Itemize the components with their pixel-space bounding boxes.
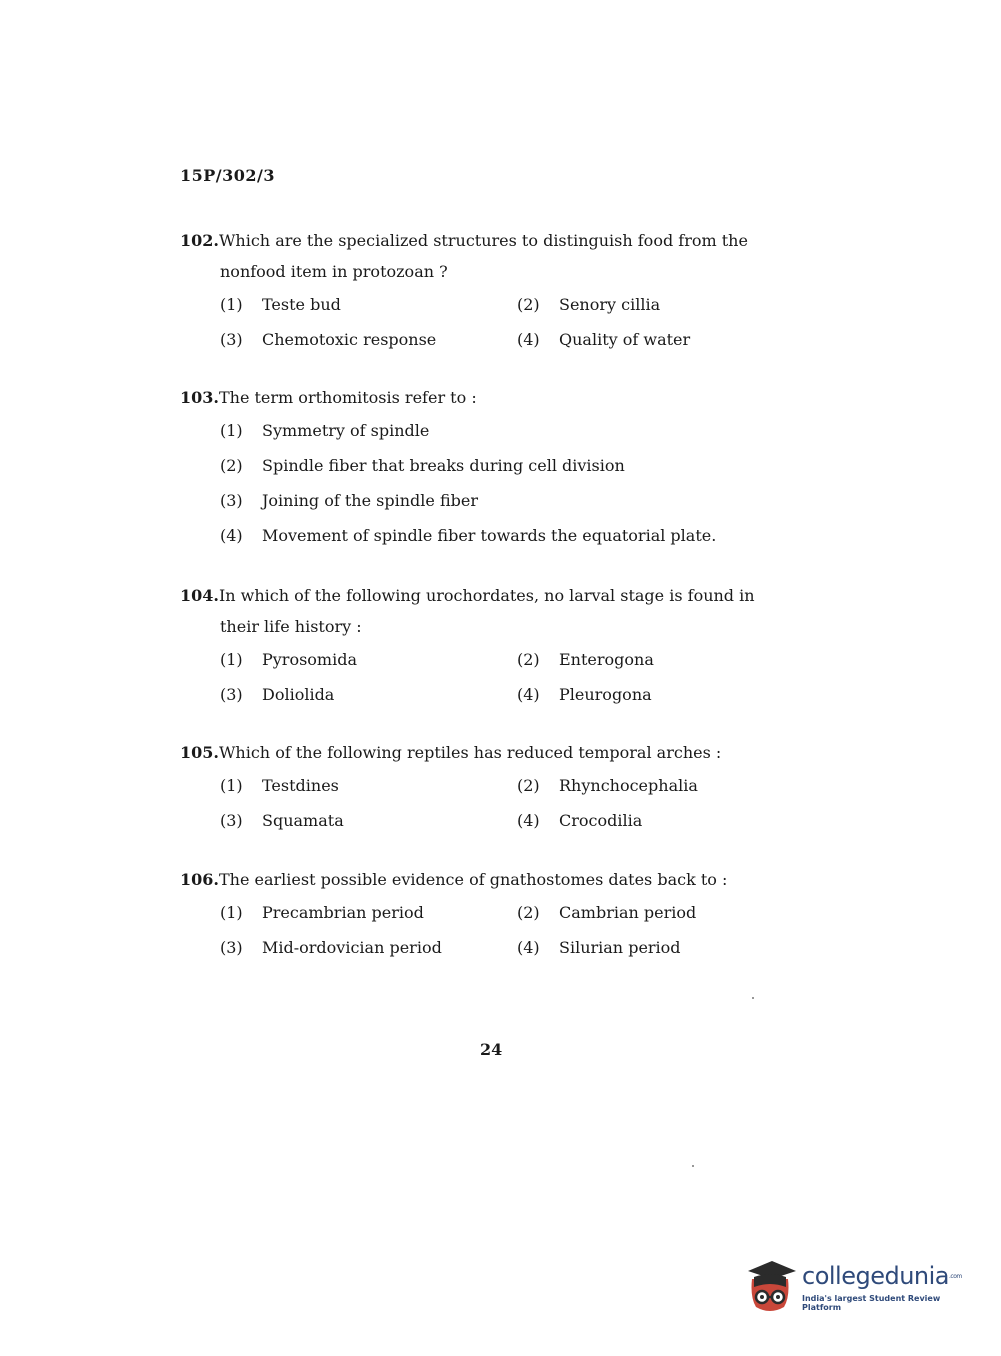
option [220,776,517,795]
question-106 [180,864,820,965]
option-number: (3) [220,491,243,510]
question-stem [180,864,820,895]
options [220,895,820,965]
option-number: (1) [220,295,243,314]
options [220,768,820,838]
option-number: (4) [517,811,540,830]
option-text: Teste bud [262,295,341,314]
option [220,330,517,349]
option [220,650,517,669]
question-text-cont: their life history : [220,617,362,636]
option [220,491,820,510]
question-104 [180,580,820,712]
option-text: Spindle fiber that breaks during cell division [262,456,625,475]
option-number: (1) [220,650,243,669]
option-number: (3) [220,685,243,704]
option [220,811,517,830]
option [220,938,517,957]
brand-name-text: collegedunia [802,1262,950,1290]
option-number: (4) [220,526,243,545]
question-number: 104. [180,586,219,605]
option-text: Senory cillia [559,295,661,314]
option [220,456,820,475]
option-text: Quality of water [559,330,691,349]
option-text: Precambrian period [262,903,424,922]
option-number: (3) [220,938,243,957]
option [517,295,814,314]
question-stem [180,382,820,413]
option-number: (3) [220,811,243,830]
question-stem [180,225,820,256]
option-text: Chemotoxic response [262,330,437,349]
page-number: 24 [480,1040,503,1059]
option-text: Crocodilia [559,811,643,830]
question-102 [180,225,820,357]
question-text: The term orthomitosis refer to : [218,388,477,407]
option [517,330,814,349]
option-number: (2) [517,295,540,314]
scan-speck [692,1165,694,1167]
option-text: Rhynchocephalia [559,776,698,795]
option [220,903,517,922]
option-number: (2) [517,650,540,669]
option-number: (4) [517,938,540,957]
question-stem [180,737,820,768]
option [220,685,517,704]
brand-com: .com [949,1273,962,1280]
question-number: 103. [180,388,219,407]
question-number: 105. [180,743,219,762]
option-text: Pleurogona [559,685,652,704]
options [220,413,820,553]
option-number: (1) [220,903,243,922]
question-text: The earliest possible evidence of gnathostomes dates back to : [218,870,728,889]
question-text: In which of the following urochordates, no larval stage is found in [218,586,755,605]
option [517,811,814,830]
option-number: (2) [517,776,540,795]
option-number: (1) [220,421,243,440]
option [517,685,814,704]
question-text: Which of the following reptiles has reduced temporal arches : [218,743,722,762]
question-text: Which are the specialized structures to distinguish food from the [218,231,748,250]
option-text: Joining of the spindle fiber [262,491,478,510]
options [220,287,820,357]
question-105 [180,737,820,838]
collegedunia-watermark[interactable] [742,1252,972,1322]
question-number: 102. [180,231,219,250]
option-text: Movement of spindle fiber towards the equatorial plate. [262,526,717,545]
option-text: Symmetry of spindle [262,421,430,440]
option-number: (1) [220,776,243,795]
question-text-cont: nonfood item in protozoan ? [220,262,448,281]
option-number: (4) [517,330,540,349]
question-stem [180,580,820,611]
option-number: (3) [220,330,243,349]
paper-code: 15P/302/3 [180,166,276,185]
option-number: (2) [517,903,540,922]
option [220,295,517,314]
option-text: Pyrosomida [262,650,357,669]
option [517,650,814,669]
option-text: Enterogona [559,650,654,669]
graduate-mascot-icon [742,1257,798,1317]
option-number: (2) [220,456,243,475]
option-number: (4) [517,685,540,704]
brand-tagline: India's largest Student Review Platform [802,1294,941,1312]
option [220,526,820,545]
option-text: Squamata [262,811,344,830]
option-text: Doliolida [262,685,335,704]
option-text: Mid-ordovician period [262,938,442,957]
option-text: Testdines [262,776,339,795]
option [220,421,820,440]
option-text: Cambrian period [559,903,697,922]
option [517,938,814,957]
option [517,903,814,922]
option [517,776,814,795]
scan-speck [752,997,754,999]
option-text: Silurian period [559,938,681,957]
question-103 [180,382,820,553]
question-number: 106. [180,870,219,889]
options [220,642,820,712]
brand-name [802,1262,972,1291]
